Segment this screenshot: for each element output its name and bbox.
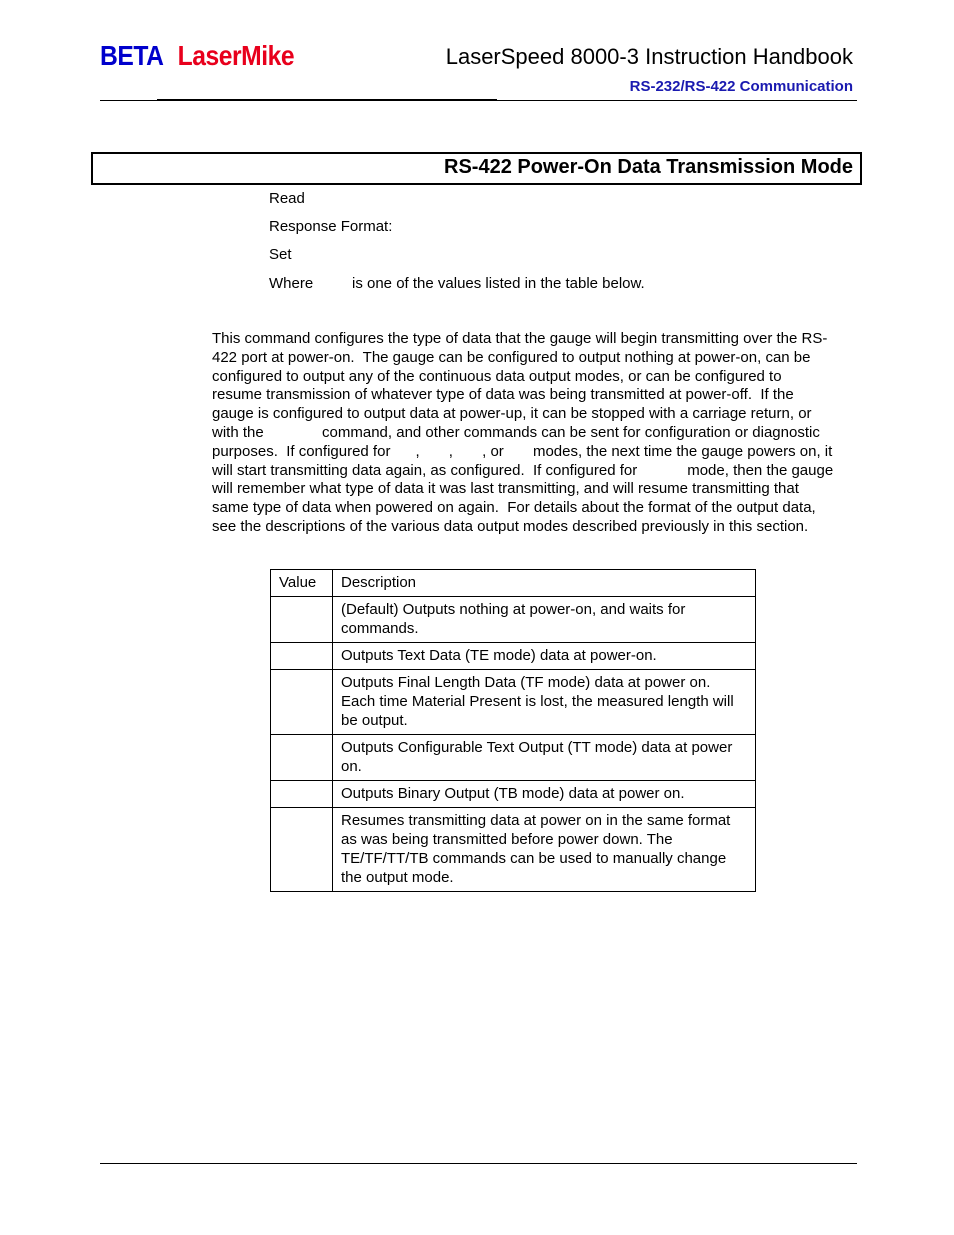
header-description: Description — [333, 570, 756, 597]
row-value — [271, 670, 333, 735]
table-row — [271, 808, 756, 892]
row-value — [271, 781, 333, 808]
header-value: Value — [271, 570, 333, 597]
description-paragraph — [212, 330, 862, 537]
row-description: (Default) Outputs nothing at power-on, and waits for commands. — [333, 597, 756, 643]
row-description: Outputs Binary Output (TB mode) data at power on. — [333, 781, 756, 808]
paragraph-line: same type of data when powered on again. For details about the format of the output data, — [212, 499, 816, 517]
table-header-row — [271, 570, 756, 597]
paragraph-line: purposes. If configured for , , , or modes, the next time the gauge powers on, it — [212, 442, 833, 460]
header-divider-accent — [157, 99, 497, 101]
chapter-subtitle: RS-232/RS-422 Communication — [629, 78, 853, 95]
where-label: Where — [269, 275, 314, 292]
company-logo — [100, 40, 294, 72]
row-description: Outputs Configurable Text Output (TT mode) data at power on. — [333, 735, 756, 781]
paragraph-line: will start transmitting data again, as configured. If configured for mode, then the gauge — [212, 461, 834, 479]
values-table — [270, 569, 756, 892]
paragraph-line: gauge is configured to output data at power-up, it can be stopped with a carriage return, or — [212, 405, 812, 423]
row-value — [271, 597, 333, 643]
table-row — [271, 670, 756, 735]
paragraph-line: will remember what type of data it was last transmitting, and will resume transmitting that — [212, 480, 799, 498]
row-description: Outputs Text Data (TE mode) data at power-on. — [333, 643, 756, 670]
where-description: is one of the values listed in the table below. — [352, 275, 645, 292]
document-title: LaserSpeed 8000-3 Instruction Handbook — [445, 44, 853, 69]
table-row — [271, 643, 756, 670]
paragraph-line: configured to output any of the continuous data output modes, or can be configured to — [212, 367, 782, 385]
logo-beta: BETA — [100, 40, 164, 71]
row-description: Resumes transmitting data at power on in the same format as was being transmitted before power down. The TE/TF/TT/TB commands can be used to manually change the output mode. — [333, 808, 756, 892]
read-command-label: Read — [269, 190, 305, 207]
row-value — [271, 643, 333, 670]
paragraph-line: 422 port at power-on. The gauge can be configured to output nothing at power-on, can be — [212, 348, 811, 366]
table-row — [271, 781, 756, 808]
paragraph-line: with the command, and other commands can be sent for configuration or diagnostic — [212, 423, 820, 441]
row-value — [271, 735, 333, 781]
response-format-label: Response Format: — [269, 218, 393, 235]
table-row — [271, 735, 756, 781]
row-description: Outputs Final Length Data (TF mode) data at power on. Each time Material Present is lost, the measured length will be output. — [333, 670, 756, 735]
set-command-label: Set — [269, 246, 292, 263]
table-row — [271, 597, 756, 643]
footer-divider — [100, 1163, 857, 1164]
paragraph-line: resume transmission of whatever type of data was being transmitted at power-off. If the — [212, 386, 794, 404]
paragraph-line: see the descriptions of the various data output modes described previously in this section. — [212, 517, 809, 535]
section-heading-box — [91, 152, 862, 185]
row-value — [271, 808, 333, 892]
paragraph-line: This command configures the type of data that the gauge will begin transmitting over the RS- — [212, 330, 828, 347]
logo-lasermike: LaserMike — [177, 40, 295, 71]
section-title: RS-422 Power-On Data Transmission Mode — [444, 156, 853, 178]
